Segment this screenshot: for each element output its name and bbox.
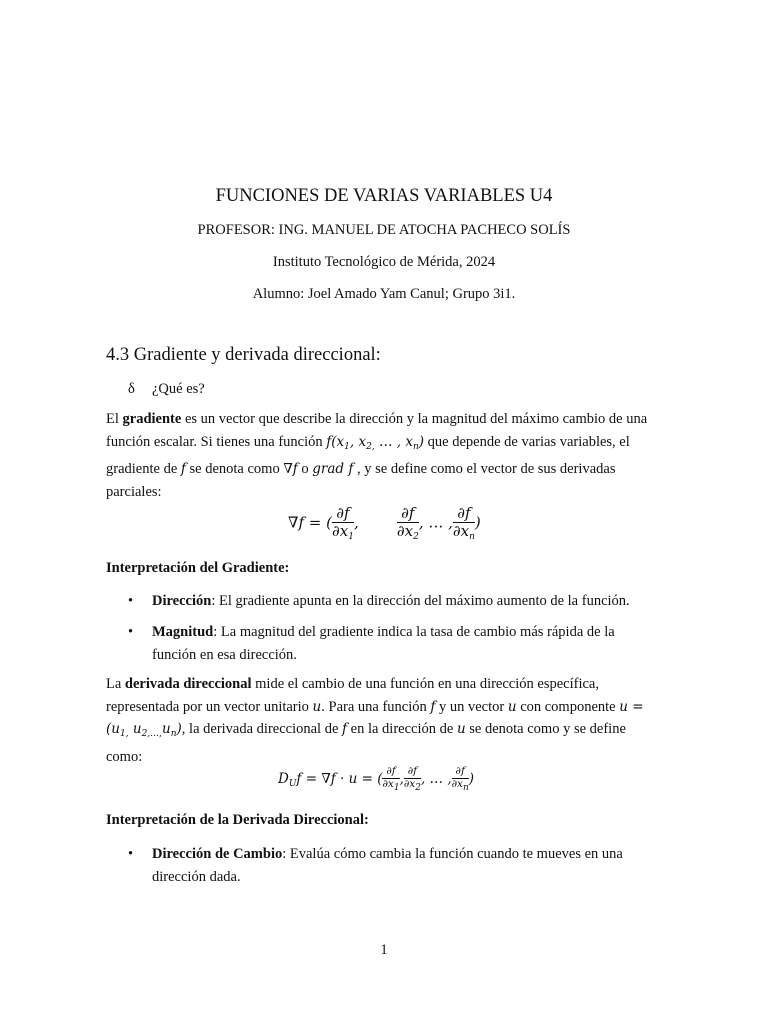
text-run: o: [297, 461, 313, 478]
math-f: f: [430, 698, 436, 715]
directional-derivative-term: derivada direccional: [124, 676, 252, 692]
bullet-icon: •: [128, 624, 134, 640]
question-text: ¿Qué es?: [152, 381, 205, 397]
math-grad-f: grad f: [312, 461, 354, 478]
student-line: Alumno: Joel Amado Yam Canul; Grupo 3i1.: [252, 286, 516, 302]
math-u: u: [456, 721, 466, 738]
question-item: [128, 381, 205, 398]
page-number: 1: [380, 942, 388, 958]
list-item-term: Dirección de Cambio: [152, 846, 283, 862]
text-run: se denota como: [185, 461, 284, 478]
gradient-equation: ∇f = ( $\frac{\partial f}{\partial x_1}$ , $\frac{\partial f}{\partial x_2}$ , … , $\frac{\partial f}{\partial x_n}$ ): [288, 504, 481, 542]
gradient-paragraph: [106, 408, 662, 503]
math-nabla-f: ∇f: [283, 461, 298, 478]
text-run: El: [106, 411, 123, 427]
bullet-icon: •: [128, 846, 134, 862]
list-item-text: : El gradiente apunta en la dirección del máximo aumento de la función.: [211, 593, 630, 609]
math-f: f: [180, 461, 186, 478]
text-run: que depende de varias variables, el gradiente de: [106, 433, 630, 478]
institute-line: Instituto Tecnológico de Mérida, 2024: [272, 254, 496, 270]
text-run: se denota como y se define como:: [106, 721, 626, 765]
math-u: u: [312, 698, 322, 715]
list-item-term: Magnitud: [152, 624, 214, 640]
list-item-text: : Evalúa cómo cambia la función cuando te mueves en una dirección dada.: [152, 846, 623, 885]
text-run: , la derivada direccional de: [181, 721, 343, 738]
text-run: es un vector que describe la dirección y la magnitud del máximo cambio de una función escalar. Si tienes una función: [106, 411, 648, 450]
function-expression: $f(x_1$, $x_{2,}$ … , $x_n$): [326, 433, 425, 452]
text-run: , y se define como el vector de sus derivadas parciales:: [106, 461, 616, 500]
list-item-text: : La magnitud del gradiente indica la tasa de cambio más rápida de la función en esa dirección.: [152, 624, 615, 663]
text-run: mide el cambio de una función en una dirección específica, representada por un vector unitario: [106, 676, 599, 715]
document-title: FUNCIONES DE VARIAS VARIABLES U4: [215, 186, 553, 206]
directional-interpretation-heading: Interpretación de la Derivada Direccional:: [106, 812, 369, 828]
text-run: . Para una función: [321, 698, 431, 715]
list-item-term: Dirección: [152, 593, 212, 609]
text-run: en la dirección de: [347, 721, 457, 738]
section-heading: 4.3 Gradiente y derivada direccional:: [106, 345, 381, 365]
directional-derivative-equation: $D_Uf = \nabla f \cdot u$ = ( $\frac{\partial f}{\partial x1}$ , $\frac{\partial f}{\partial x2}$ , … , $\frac{\partial f}{\partial xn}$ ): [278, 765, 475, 793]
math-f: f: [342, 721, 348, 738]
text-run: y un vector: [435, 698, 508, 715]
math-u: u: [507, 698, 517, 715]
directional-derivative-paragraph: [106, 673, 662, 768]
text-run: con componente: [516, 698, 620, 715]
professor-line: PROFESOR: ING. MANUEL DE ATOCHA PACHECO SOLÍS: [197, 222, 571, 238]
vector-components: $u = (u_{1,}$ $u_{2,\dots,}u_n$): [106, 698, 644, 740]
bullet-icon: •: [128, 593, 134, 609]
delta-bullet-icon: δ: [128, 381, 135, 397]
gradient-term: gradiente: [122, 411, 182, 427]
text-run: La: [106, 676, 125, 692]
gradient-interpretation-heading: Interpretación del Gradiente:: [106, 560, 290, 576]
